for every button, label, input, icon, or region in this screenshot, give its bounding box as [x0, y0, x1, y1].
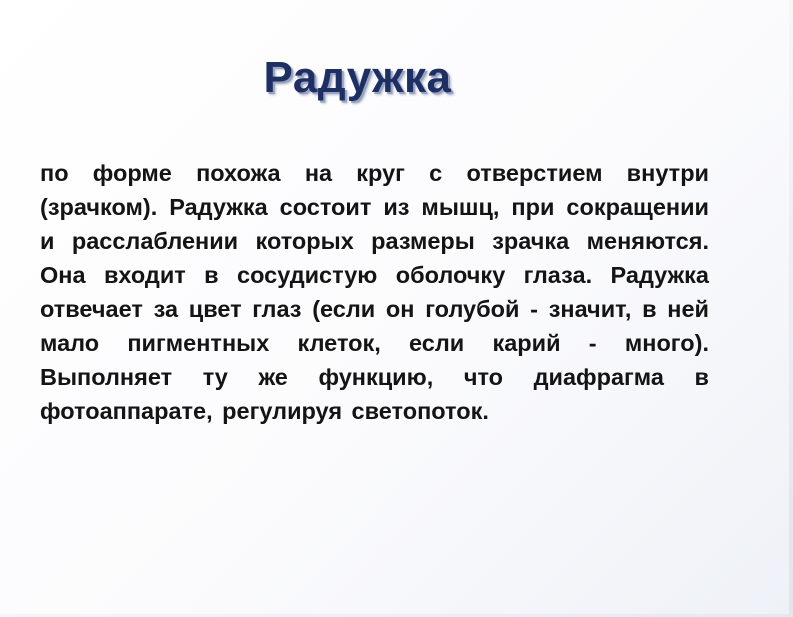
slide-body-text: по форме похожа на круг с отверстием внутри (зрачком). Радужка состоит из мышц, при сокращении и расслаблении которых размеры зрачка меняются. Она входит в сосудистую оболочку глаза. Радужка отвечает за цвет глаз (если он голубой - значит, в ней мало пигментных клеток, если карий - много). Выполняет ту же функцию, что диафрагма в фотоаппарате, регулируя светопоток.: [40, 160, 709, 424]
slide-edge-right: [789, 0, 793, 617]
slide-title: Радужка: [263, 53, 452, 102]
